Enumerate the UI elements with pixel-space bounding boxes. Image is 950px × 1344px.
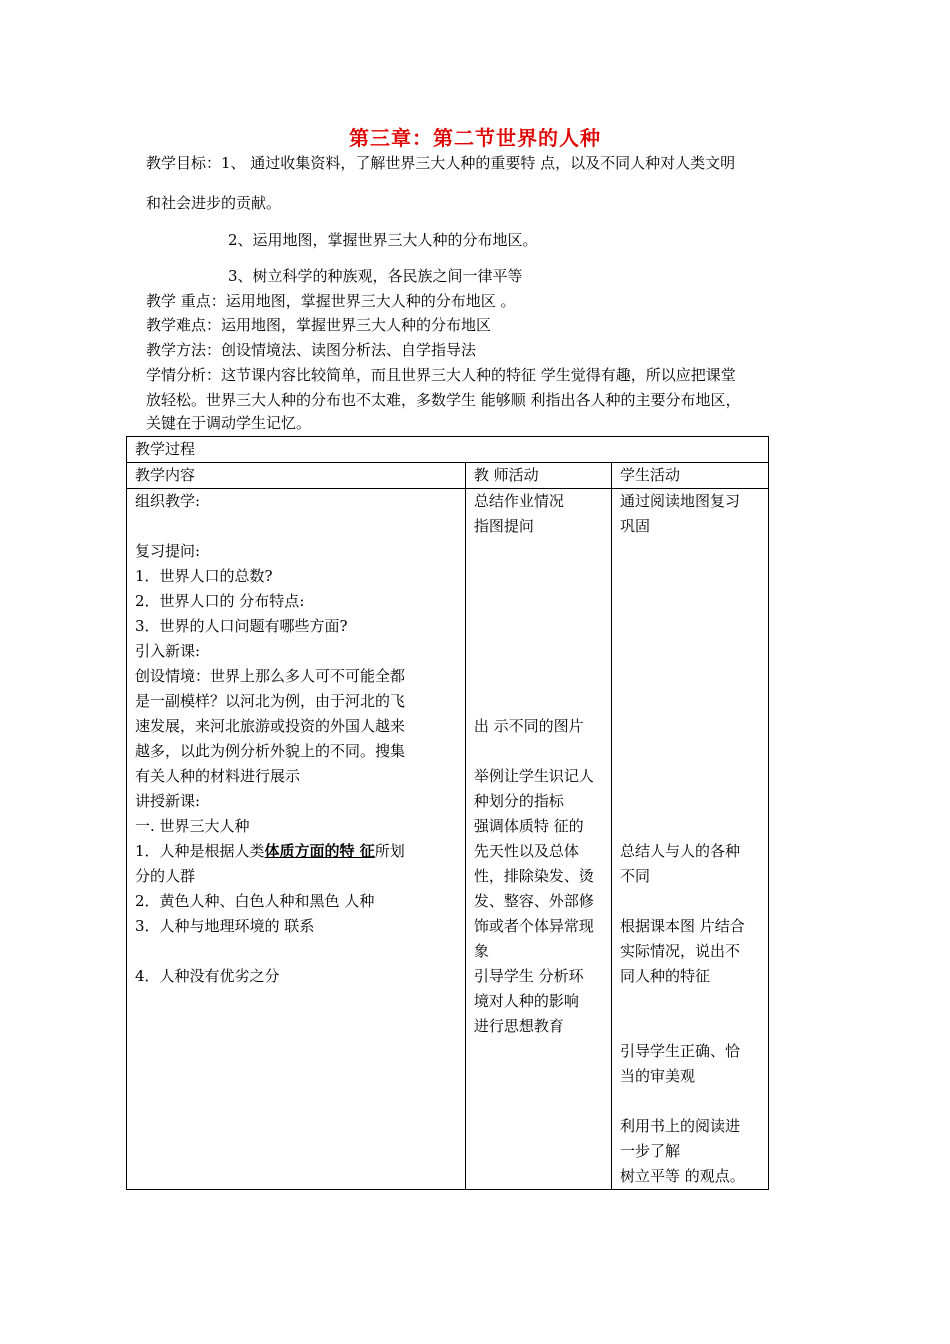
student-activity-line: 树立平等 的观点。 [620,1167,745,1185]
student-activity-line [620,639,760,664]
content-line: 速发展，来河北旅游或投资的外国人越来 [135,717,406,735]
analysis-line-2: 放轻松。世界三大人种的分布也不太难，多数学生 能够顺 利指出各人种的主要分布地区， [146,391,741,409]
content-line: 4．人种没有优劣之分 [135,967,280,985]
student-activity-line [620,539,760,564]
content-line: 引入新课: [135,642,201,660]
content-cell [127,489,466,1190]
teacher-activity-line: 举例让学生识记人 [473,767,594,785]
header-student: 学生活动 [612,463,769,489]
analysis-line-1: 学情分析：这节课内容比较简单，而且世界三大人种的特征 学生觉得有趣，所以应把课堂 [146,366,736,384]
objectives-line-2: 和社会进步的贡献。 [146,194,282,212]
content-line: 有关人种的材料进行展示 [135,767,301,785]
teacher-activity-line: 出 示不同的图片 [473,717,584,735]
student-activity-line [620,714,760,739]
difficult-point: 教学难点：运用地图，掌握世界三大人种的分布地区 [146,316,492,334]
teaching-methods: 教学方法：创设情境法、读图分析法、自学指导法 [146,341,477,359]
content-line: 组织教学: [135,492,201,510]
student-activity-line [620,589,760,614]
student-list [620,489,760,1189]
content-list [135,489,457,989]
student-activity-line: 利用书上的阅读进 [620,1117,741,1135]
teacher-activity-line [474,564,603,589]
teacher-activity-line [474,539,603,564]
student-activity-line [620,689,760,714]
key-point: 教学 重点：运用地图，掌握世界三大人种的分布地区 。 [146,292,516,310]
student-activity-line: 实际情况，说出不 [620,942,741,960]
content-line: 分的人群 [135,867,196,885]
teacher-activity-line: 种划分的指标 [473,792,564,810]
content-line: 是一副模样？以河北为例，由于河北的飞 [135,692,406,710]
header-content: 教学内容 [127,463,466,489]
teacher-activity-line: 先天性以及总体 [473,842,579,860]
student-activity-line: 同人种的特征 [620,967,711,985]
content-line: 1．世界人口的总数? [135,567,273,585]
student-activity-line: 巩固 [620,517,651,535]
content-line [135,514,457,539]
teacher-list [474,489,603,1039]
content-line [135,939,457,964]
student-activity-line [620,614,760,639]
teacher-activity-line: 象 [473,942,489,960]
student-cell [612,489,769,1190]
student-activity-line [620,764,760,789]
content-line: 一. 世界三大人种 [135,817,250,835]
student-activity-line [620,664,760,689]
content-line-tail: 所划 [374,842,405,860]
student-activity-line [620,1089,760,1114]
teacher-activity-line: 强调体质特 征的 [473,817,584,835]
student-activity-line: 引导学生正确、恰 [620,1042,741,1060]
teacher-activity-line: 指图提问 [473,517,534,535]
content-line: 越多，以此为例分析外貌上的不同。搜集 [135,742,406,760]
student-activity-line [620,564,760,589]
teaching-process-table [126,436,769,1190]
header-teacher: 教 师活动 [465,463,611,489]
teacher-activity-line: 进行思想教育 [473,1017,564,1035]
student-activity-line [620,889,760,914]
student-activity-line: 通过阅读地图复习 [620,492,741,510]
content-line: 2．黄色人种、白色人种和黑色 人种 [135,892,375,910]
teacher-activity-line [474,739,603,764]
teacher-activity-line: 总结作业情况 [473,492,564,510]
student-activity-line: 不同 [620,867,651,885]
teacher-activity-line: 引导学生 分析环 [473,967,584,985]
student-activity-line: 当的审美观 [620,1067,696,1085]
teacher-activity-line: 饰或者个体异常现 [473,917,594,935]
page-title: 第三章：第二节世界的人种 [349,126,601,150]
content-line: 3．人种与地理环境的 联系 [135,917,315,935]
content-line: 2．世界人口的 分布特点: [135,592,305,610]
underlined-term: 体质方面的特 征 [264,842,375,860]
student-activity-line [620,739,760,764]
content-line: 1．人种是根据人类体质方面的特 征所划 [135,842,405,860]
objectives-line-3: 2、运用地图，掌握世界三大人种的分布地区。 [228,231,538,249]
content-line: 讲授新课: [135,792,201,810]
student-activity-line: 总结人与人的各种 [620,842,741,860]
student-activity-line [620,814,760,839]
teacher-activity-line [474,639,603,664]
analysis-line-3: 关键在于调动学生记忆。 [146,414,312,432]
student-activity-line [620,1014,760,1039]
teacher-activity-line: 性，排除染发、烫 [473,867,594,885]
content-line: 复习提问: [135,542,201,560]
teacher-activity-line [474,689,603,714]
table-body-row [127,489,769,1190]
teacher-cell [465,489,611,1190]
teacher-activity-line: 境对人种的影响 [473,992,579,1010]
student-activity-line: 根据课本图 片结合 [620,917,745,935]
objectives-line-1: 教学目标：1、 通过收集资料，了解世界三大人种的重要特 点，以及不同人种对人类文明 [146,154,736,172]
table-caption: 教学过程 [127,437,769,463]
student-activity-line [620,789,760,814]
table-header-row [127,463,769,489]
content-line: 创设情境：世界上那么多人可不可能全都 [135,667,406,685]
content-line: 3．世界的人口问题有哪些方面? [135,617,348,635]
student-activity-line: 一步了解 [620,1142,681,1160]
teacher-activity-line [474,664,603,689]
table-caption-row [127,437,769,463]
teacher-activity-line [474,614,603,639]
teacher-activity-line: 发、整容、外部修 [473,892,594,910]
student-activity-line [620,989,760,1014]
teacher-activity-line [474,589,603,614]
objectives-line-4: 3、树立科学的种族观，各民族之间一律平等 [228,267,523,285]
